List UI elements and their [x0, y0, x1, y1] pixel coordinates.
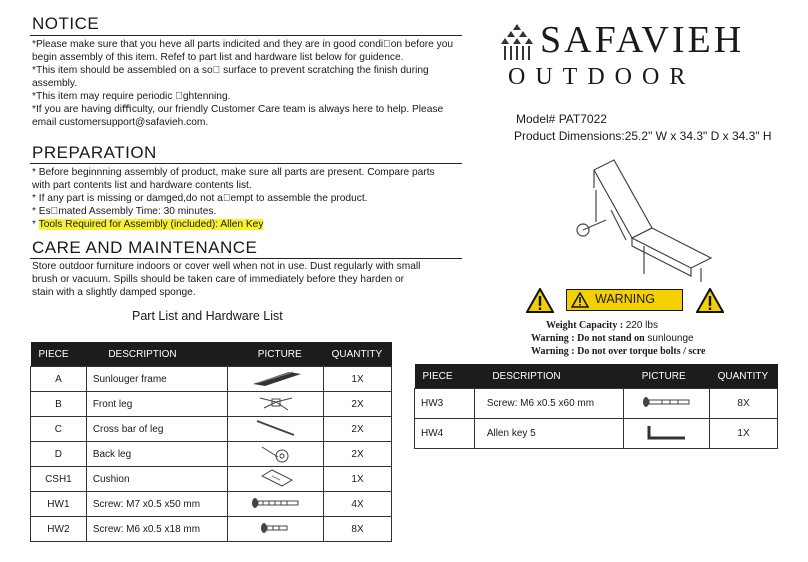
prep-tools-line	[32, 218, 477, 231]
notice-line: *This item may require periodic  ghtenning.	[32, 91, 231, 102]
piece-cell: A	[31, 367, 87, 392]
brand-subtitle: OUTDOOR	[508, 64, 696, 90]
qty-cell: 1X	[324, 367, 392, 392]
table-row	[31, 442, 392, 467]
description-cell: Screw: M6 x0.5 x60 mm	[474, 389, 623, 419]
piece-cell: HW3	[415, 389, 475, 419]
qty-cell: 8X	[710, 389, 778, 419]
front-leg-icon	[256, 394, 296, 412]
picture-cell	[228, 492, 324, 517]
piece-cell: CSH1	[31, 467, 87, 492]
picture-cell	[228, 417, 324, 442]
capacity-label: Weight Capacity :	[546, 320, 626, 331]
weight-capacity	[546, 320, 658, 331]
allen-key-icon	[645, 422, 689, 442]
header-description: DESCRIPTION	[86, 342, 227, 367]
description-cell: Front leg	[86, 392, 227, 417]
qty-cell: 2X	[324, 442, 392, 467]
frame-icon	[249, 370, 303, 386]
description-cell: Cushion	[86, 467, 227, 492]
tools-prefix: *	[32, 219, 39, 230]
description-cell: Screw: M6 x0.5 x18 mm	[86, 517, 227, 542]
notice-heading: NOTICE	[32, 14, 100, 33]
cross-bar-icon	[254, 418, 298, 438]
picture-cell	[624, 389, 710, 419]
warning-line-2-bold: Warning : Do not stand on	[531, 333, 645, 344]
care-heading: CARE AND MAINTENANCE	[32, 238, 258, 257]
table-row	[31, 467, 392, 492]
screw-icon	[640, 395, 694, 409]
table-row	[31, 517, 392, 542]
description-cell: Cross bar of leg	[86, 417, 227, 442]
tools-highlight: Tools Required for Assembly (included): Allen Key	[38, 219, 264, 230]
piece-cell: HW1	[31, 492, 87, 517]
warning-line-2-rest: sunlounge	[644, 333, 694, 344]
warning-banner	[566, 289, 683, 311]
table-header-row	[415, 364, 778, 389]
description-cell: Allen key 5	[474, 419, 623, 449]
notice-line: assembly.	[32, 78, 78, 89]
warning-small-icon	[571, 292, 589, 308]
brand-name: SAFAVIEH	[540, 19, 745, 61]
prep-line: * Before beginnning assembly of product, make sure all parts are present. Compare parts	[32, 167, 435, 178]
table-row	[31, 392, 392, 417]
picture-cell	[228, 367, 324, 392]
long-screw-icon	[249, 496, 303, 510]
header-piece: PIECE	[415, 364, 475, 389]
piece-cell: HW4	[415, 419, 475, 449]
piece-cell: HW2	[31, 517, 87, 542]
warning-triangle-left-icon	[526, 288, 554, 313]
table-row	[31, 417, 392, 442]
back-leg-icon	[256, 443, 296, 463]
model-number: Model# PAT7022	[516, 112, 607, 126]
safavieh-logo-icon	[498, 22, 536, 62]
care-rule	[30, 258, 462, 259]
notice-line: *If you are having diﬃculty, our friendly Customer Care team is always here to help. Please	[32, 104, 444, 115]
preparation-rule	[30, 163, 462, 164]
header-picture: PICTURE	[624, 364, 710, 389]
product-dimensions: Product Dimensions:25.2" W x 34.3" D x 34.3" H	[514, 129, 772, 143]
qty-cell: 2X	[324, 417, 392, 442]
header-picture: PICTURE	[228, 342, 324, 367]
notice-line: *This item should be assembled on a so  surface to prevent scratching the ﬁnish during	[32, 65, 429, 76]
header-quantity: QUANTITY	[324, 342, 392, 367]
warning-label: WARNING	[595, 292, 655, 306]
prep-line: with part contents list and hardware contents list.	[32, 180, 252, 191]
table-header-row	[31, 342, 392, 367]
qty-cell: 1X	[710, 419, 778, 449]
qty-cell: 2X	[324, 392, 392, 417]
parts-title: Part List and Hardware List	[132, 309, 283, 323]
warning-line-3: Warning : Do not over torque bolts / scre	[531, 346, 706, 357]
table-row	[31, 492, 392, 517]
picture-cell	[624, 419, 710, 449]
qty-cell: 1X	[324, 467, 392, 492]
header-description: DESCRIPTION	[474, 364, 623, 389]
header-piece: PIECE	[31, 342, 87, 367]
warning-line-2	[531, 333, 694, 344]
preparation-text	[32, 166, 477, 231]
notice-rule	[30, 35, 462, 36]
warning-triangle-right-icon	[696, 288, 724, 313]
care-line: stain with a slightly damped sponge.	[32, 287, 196, 298]
notice-line: email customersupport@safavieh.com.	[32, 117, 209, 128]
parts-table-left	[30, 342, 392, 542]
prep-line: * If any part is missing or damged,do not a empt to assemble the product.	[32, 193, 368, 204]
header-quantity: QUANTITY	[710, 364, 778, 389]
cushion-icon	[256, 468, 296, 488]
preparation-heading: PREPARATION	[32, 143, 157, 162]
care-text	[32, 260, 477, 299]
description-cell: Sunlouger frame	[86, 367, 227, 392]
description-cell: Back leg	[86, 442, 227, 467]
picture-cell	[228, 442, 324, 467]
description-cell: Screw: M7 x0.5 x50 mm	[86, 492, 227, 517]
parts-table-right	[414, 364, 778, 449]
picture-cell	[228, 467, 324, 492]
table-row	[415, 419, 778, 449]
picture-cell	[228, 517, 324, 542]
piece-cell: D	[31, 442, 87, 467]
notice-line: begin assembly of this item. Refef to part list and hardware list below for guidence.	[32, 52, 404, 63]
qty-cell: 4X	[324, 492, 392, 517]
sunlounger-illustration	[566, 150, 716, 285]
picture-cell	[228, 392, 324, 417]
piece-cell: B	[31, 392, 87, 417]
table-row	[415, 389, 778, 419]
capacity-value: 220 lbs	[625, 320, 658, 331]
care-line: brush or vacuum. Spills should be taken care of immediately before they harden or	[32, 274, 405, 285]
table-row	[31, 367, 392, 392]
piece-cell: C	[31, 417, 87, 442]
notice-line: *Please make sure that you heve all parts indicited and they are in good condi on before you	[32, 39, 454, 50]
short-screw-icon	[256, 521, 296, 535]
prep-line: * Es mated Assembly Time: 30 minutes.	[32, 206, 217, 217]
care-line: Store outdoor furniture indoors or cover well when not in use. Dust regularly with small	[32, 261, 421, 272]
notice-text	[32, 38, 477, 129]
qty-cell: 8X	[324, 517, 392, 542]
